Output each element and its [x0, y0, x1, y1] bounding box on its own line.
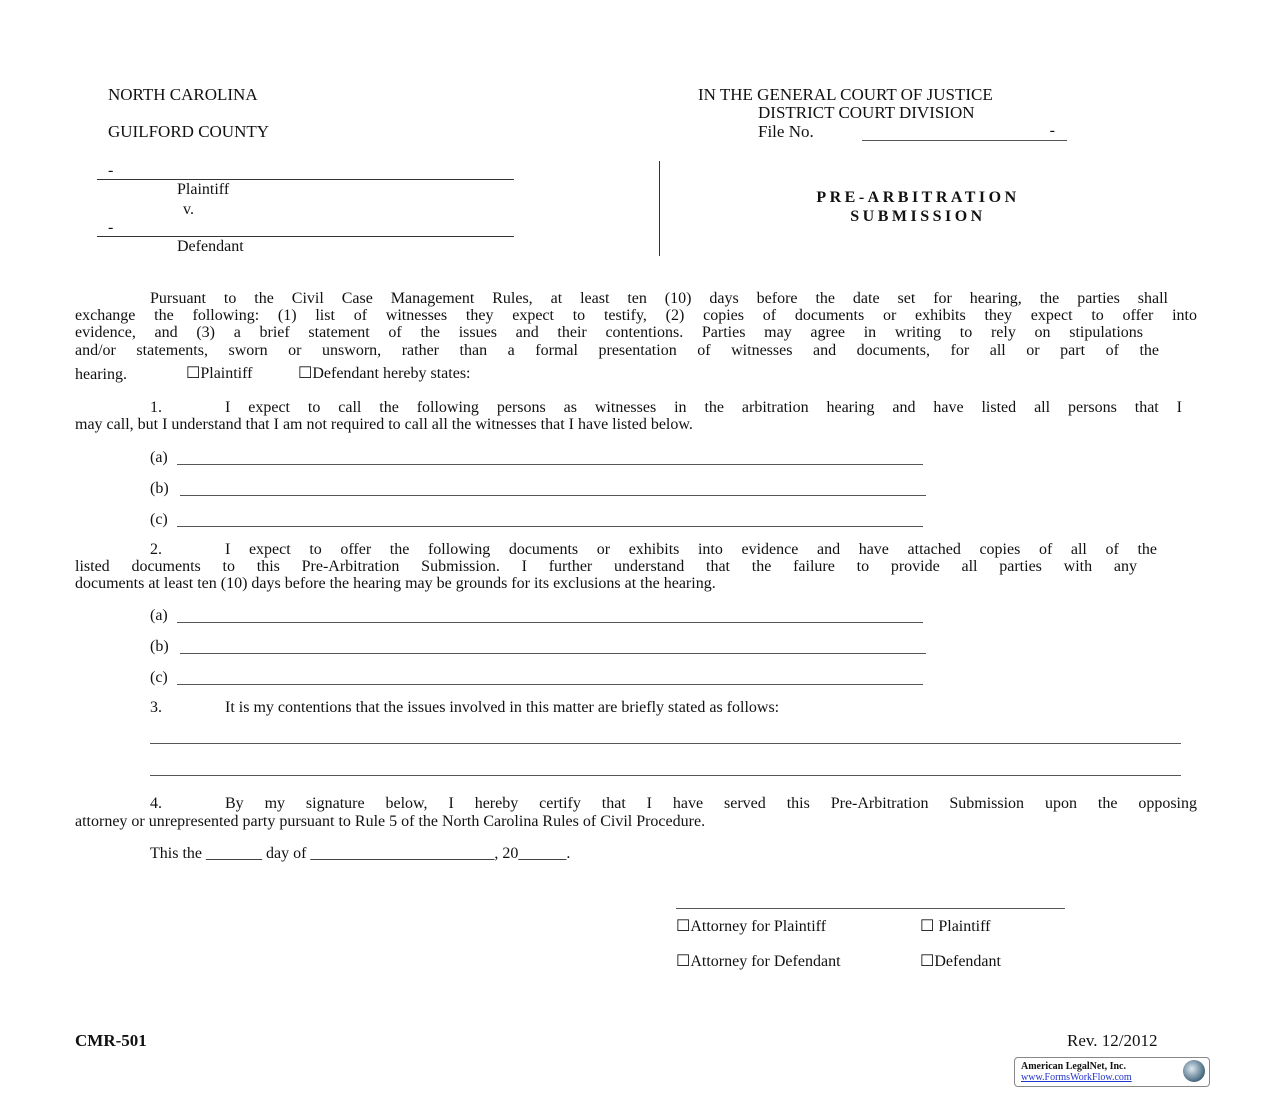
item-number: 1.	[150, 399, 162, 416]
plaintiff-option[interactable]	[186, 365, 253, 383]
option-label: Attorney for Plaintiff	[690, 918, 827, 935]
globe-icon	[1183, 1060, 1205, 1082]
caption-divider	[659, 161, 660, 256]
checkbox-icon[interactable]: ☐	[920, 918, 935, 935]
item-number: 3.	[150, 699, 162, 716]
contention-field-2[interactable]	[150, 775, 1181, 776]
attorney-defendant-option[interactable]	[676, 953, 841, 971]
option-label: Plaintiff	[200, 365, 253, 382]
text-line: listed documents to this Pre-Arbitration Submission. I further understand that the failure to provide all parties with any	[75, 558, 1137, 575]
court-name: IN THE GENERAL COURT OF JUSTICE	[698, 85, 993, 104]
text-line: documents at least ten (10) days before the hearing may be grounds for its exclusions at the hearing.	[75, 575, 716, 592]
text-line: attorney or unrepresented party pursuant to Rule 5 of the North Carolina Rules of Civil Procedure.	[75, 813, 706, 830]
versus: v.	[183, 201, 194, 218]
form-title-line1: PRE-ARBITRATION	[816, 189, 1020, 206]
item-number: 4.	[150, 795, 162, 812]
logo-link[interactable]: www.FormsWorkFlow.com	[1021, 1072, 1132, 1083]
text-line: I expect to call the following persons as witnesses in the arbitration hearing and have listed all persons that I	[225, 399, 1182, 416]
option-label: Plaintiff	[938, 918, 991, 935]
logo-name: American LegalNet, Inc.	[1021, 1061, 1126, 1072]
checkbox-icon[interactable]: ☐	[676, 953, 691, 970]
text-line: evidence, and (3) a brief statement of the issues and their contentions. Parties may agree in writing to rely on stipulations	[75, 324, 1143, 341]
option-label: Attorney for Defendant	[690, 953, 841, 970]
blank-label: (a)	[150, 607, 168, 624]
checkbox-icon[interactable]: ☐	[298, 365, 313, 382]
text-line: By my signature below, I hereby certify that I have served this Pre-Arbitration Submission upon the opposing	[225, 795, 1197, 812]
blank-label: (b)	[150, 638, 169, 655]
signature-field[interactable]	[676, 908, 1065, 909]
revision: Rev. 12/2012	[1067, 1031, 1158, 1050]
text-line: may call, but I understand that I am not required to call all the witnesses that I have listed below.	[75, 416, 693, 433]
plaintiff-label: Plaintiff	[177, 181, 230, 198]
option-label: Defendant	[934, 953, 1001, 970]
state: NORTH CAROLINA	[108, 85, 258, 104]
court-division: DISTRICT COURT DIVISION	[758, 103, 975, 122]
text-line: It is my contentions that the issues involved in this matter are briefly stated as follows:	[225, 699, 780, 716]
date-line[interactable]: This the _______ day of _______________________, 20______.	[150, 845, 571, 862]
checkbox-icon[interactable]: ☐	[676, 918, 691, 935]
exhibit-c-field[interactable]	[177, 684, 923, 685]
text-line: I expect to offer the following documents or exhibits into evidence and have attached copies of all of the	[225, 541, 1157, 558]
plaintiff-line	[97, 179, 514, 180]
witness-b-field[interactable]	[180, 495, 926, 496]
defendant-label: Defendant	[177, 238, 244, 255]
attorney-plaintiff-option[interactable]	[676, 918, 826, 936]
form-title-line2: SUBMISSION	[850, 208, 986, 225]
legalnet-logo[interactable]	[1014, 1057, 1210, 1087]
witness-a-field[interactable]	[177, 464, 923, 465]
exhibit-a-field[interactable]	[177, 622, 923, 623]
witness-c-field[interactable]	[177, 526, 923, 527]
checkbox-icon[interactable]: ☐	[920, 953, 935, 970]
plaintiff-sign-option[interactable]	[920, 918, 991, 936]
file-no-value: -	[1049, 122, 1055, 139]
text-line: Pursuant to the Civil Case Management Rules, at least ten (10) days before the date set for hearing, the parties shall	[150, 290, 1168, 307]
defendant-sign-option[interactable]	[920, 953, 1001, 971]
blank-label: (c)	[150, 669, 168, 686]
blank-label: (a)	[150, 449, 168, 466]
defendant-line	[97, 236, 514, 237]
blank-label: (c)	[150, 511, 168, 528]
form-id: CMR-501	[75, 1031, 147, 1050]
county: GUILFORD COUNTY	[108, 122, 270, 141]
blank-label: (b)	[150, 480, 169, 497]
exhibit-b-field[interactable]	[180, 653, 926, 654]
file-no-field[interactable]	[862, 122, 1067, 141]
text-line: hearing.	[75, 366, 127, 383]
checkbox-icon[interactable]: ☐	[186, 365, 201, 382]
plaintiff-field[interactable]: -	[108, 162, 114, 179]
text-line: and/or statements, sworn or unsworn, rather than a formal presentation of witnesses and documents, for all or part of the	[75, 342, 1159, 359]
item-number: 2.	[150, 541, 162, 558]
option-label: Defendant hereby states:	[312, 365, 471, 382]
defendant-option[interactable]	[298, 365, 471, 383]
contention-field-1[interactable]	[150, 743, 1181, 744]
defendant-field[interactable]: -	[108, 219, 114, 236]
file-no-label: File No.	[758, 122, 814, 141]
text-line: exchange the following: (1) list of witnesses they expect to testify, (2) copies of documents or exhibits they expect to offer into	[75, 307, 1197, 324]
